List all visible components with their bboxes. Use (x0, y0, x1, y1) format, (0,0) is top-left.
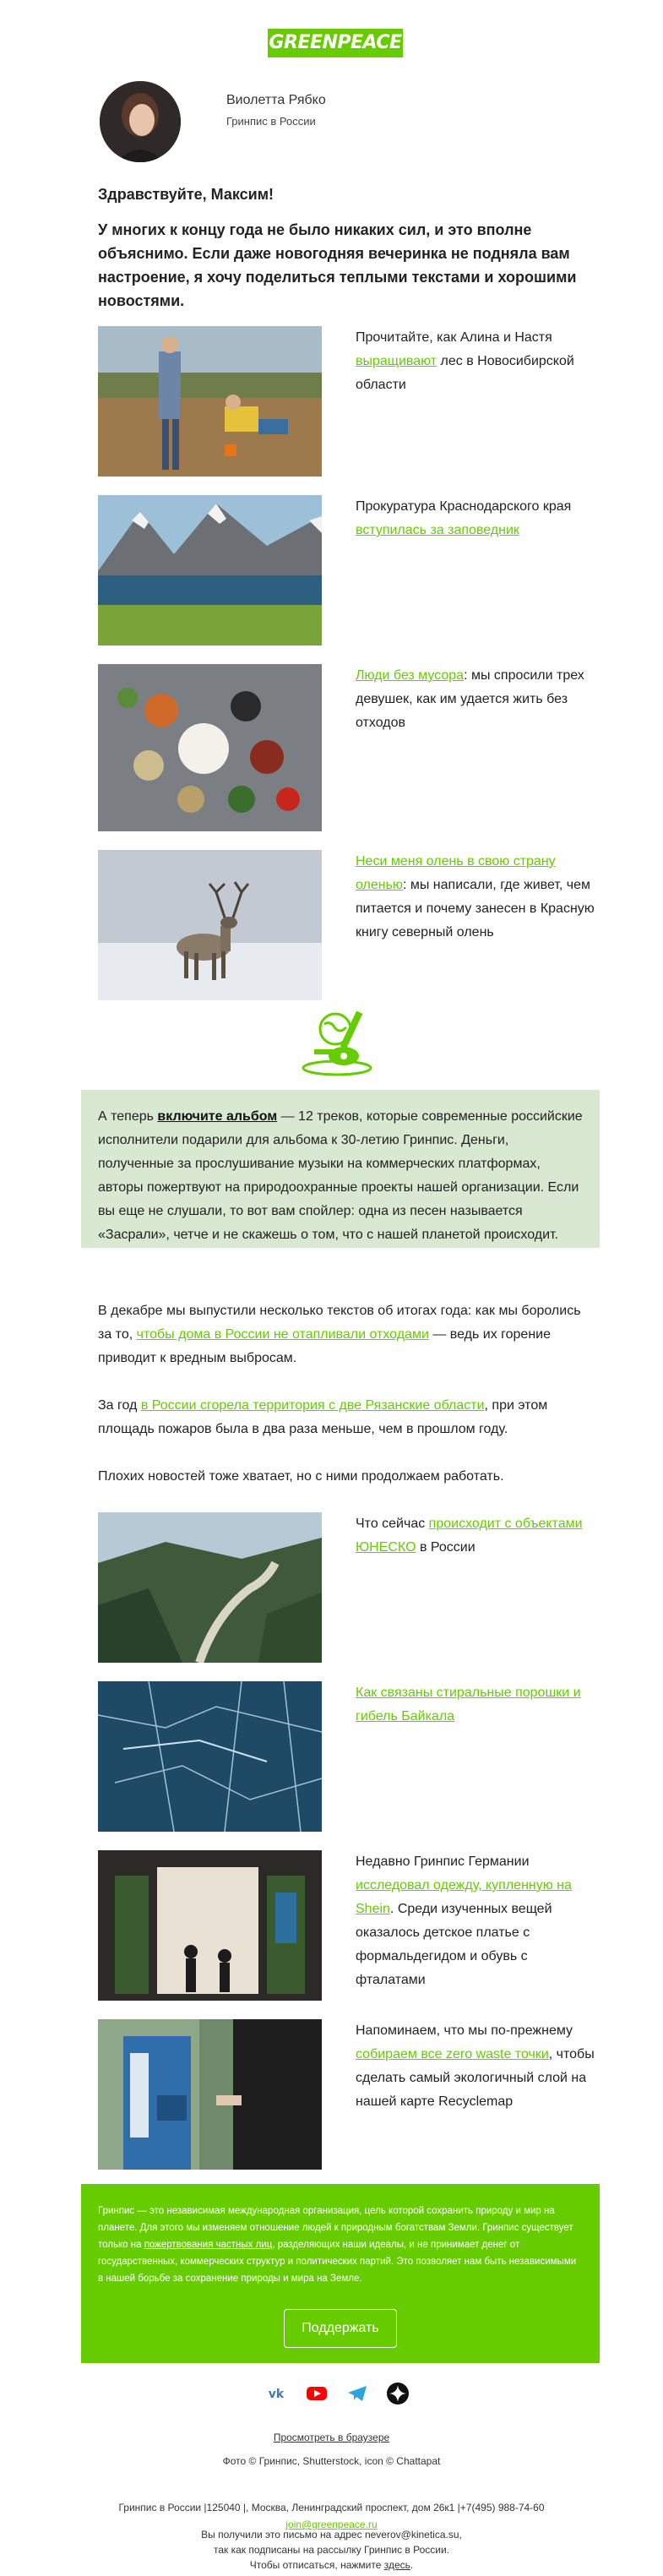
album-link[interactable]: включите альбом (157, 1109, 278, 1124)
story-unesco (98, 1512, 596, 1664)
address: Гринпис в России |125040 |, Москва, Ленинградский проспект, дом 26к1 |+7(495) 988-74-60 (118, 2502, 545, 2513)
youtube-icon[interactable] (304, 2381, 329, 2406)
story-text-before: Напоминаем, что мы по-прежнему (356, 2023, 573, 2038)
recycling-machine-photo[interactable] (98, 2019, 322, 2170)
social-icons (264, 2381, 416, 2406)
svg-text:vk: vk (268, 2388, 285, 2401)
story-link[interactable]: исследовал одежду, купленную на Shein (356, 1878, 572, 1916)
food-jars-photo[interactable] (98, 664, 322, 831)
story-text-after: : мы написали, где живет, чем питается и почему занесен в Красную книгу северный олень (356, 878, 595, 939)
album-text-after: — 12 треков, которые современные российские исполнители подарили для альбома к 30-летию Гринпис. Деньги, полученные за прослушивание музыки на коммерческих платформах, авторы пожертвуют на природоохранные проекты нашей организации. Если вы еще не слушали, то вот вам спойлер: одна из песен называется «Засрали», четче и не скажешь о том, что с нашей планетой происходит. (98, 1109, 583, 1242)
about-greenpeace-box (81, 2184, 600, 2363)
greenpeace-logo[interactable]: GREENPEACE (268, 29, 403, 57)
vk-icon[interactable] (264, 2381, 289, 2406)
forest-valley-photo[interactable] (98, 1512, 322, 1663)
december-paragraph (98, 1299, 596, 1370)
story-text-before: Прочитайте, как Алина и Настя (356, 330, 552, 345)
story-text-after: , чтобы сделать самый экологичный слой на нашей карте Recyclemap (356, 2047, 595, 2109)
story-link[interactable]: происходит с объектами ЮНЕСКО (356, 1517, 583, 1555)
story-link[interactable]: вступилась за заповедник (356, 523, 519, 537)
mountain-lake-photo[interactable] (98, 495, 322, 645)
story-link[interactable]: Неси меня олень в свою страну оленью (356, 854, 556, 892)
clothing-store-photo[interactable] (98, 1850, 322, 2001)
story-text (356, 1681, 596, 1729)
intro-text: У многих к концу года не было никаких сил, и это вполне объяснимо. Если даже новогодняя вечеринка не подняла вам настроение, я хочу поделиться теплыми текстами и хорошими новостями. (98, 221, 577, 309)
album-text-before: А теперь (98, 1109, 158, 1124)
avatar (100, 81, 181, 162)
guitar-earth-icon (297, 1005, 377, 1081)
author-org: Гринпис в России (226, 115, 316, 128)
story-link[interactable]: Люди без мусора (356, 668, 465, 683)
story-text (356, 326, 596, 397)
sent-to-text: Вы получили это письмо на адрес neverov@kinetica.su, (201, 2529, 462, 2541)
about-text-after: , разделяющих наши идеалы, и не принимает денег от государственных, коммерческих структур и политических партий. Это позволяет нам быть независимыми в нашей борьбе за сохранение природы и мира на Земле. (98, 2240, 577, 2284)
story-reserve (98, 495, 596, 647)
about-text (98, 2203, 584, 2287)
view-in-browser-link[interactable]: Просмотреть в браузере (273, 2432, 390, 2443)
telegram-icon[interactable] (345, 2381, 370, 2406)
fires-link[interactable]: в России сгорела территория с две Рязанские области (140, 1398, 485, 1413)
album-box (81, 1090, 600, 1248)
story-text (356, 495, 596, 542)
story-text-after: . Среди изученных вещей оказалось детское платье с формальдегидом и обувь с фталатами (356, 1902, 552, 1987)
fires-text-before: За год (98, 1398, 141, 1413)
fires-paragraph (98, 1394, 596, 1441)
forest-planting-photo[interactable] (98, 326, 322, 477)
story-text-after: : мы спросили трех девушек, как им удается жить без отходов (356, 668, 584, 730)
bad-news-paragraph: Плохих новостей тоже хватает, но с ними продолжаем работать. (98, 1469, 504, 1484)
story-text-before: Что сейчас (356, 1517, 429, 1531)
unsubscribe-after: . (410, 2559, 414, 2571)
story-zero-waste (98, 664, 596, 833)
album-text (98, 1105, 584, 1247)
support-button[interactable]: Поддержать (284, 2309, 397, 2348)
subscribed-text: так как подписаны на рассылку Гринпис в России. (213, 2544, 450, 2556)
story-text (356, 1850, 596, 1992)
greeting: Здравствуйте, Максим! (98, 186, 274, 203)
zen-icon[interactable] (385, 2381, 410, 2406)
story-link[interactable]: собираем все zero waste точки (356, 2047, 549, 2061)
story-shein (98, 1850, 596, 2002)
story-forest (98, 326, 596, 478)
story-baikal (98, 1681, 596, 1833)
author-block (100, 81, 606, 166)
email-link[interactable]: join@greenpeace.ru (285, 2519, 378, 2530)
view-in-browser (0, 2429, 663, 2446)
story-text-before: Недавно Гринпис Германии (356, 1854, 530, 1869)
donations-link[interactable]: пожертвования частных лиц (144, 2240, 273, 2250)
story-text-before: Прокуратура Краснодарского края (356, 499, 572, 514)
reindeer-photo[interactable] (98, 850, 322, 1000)
fires-text-after: , при этом площадь пожаров была в два раза меньше, чем в прошлом году. (98, 1398, 548, 1436)
about-text-before: Гринпис — это независимая международная организация, цель которой сохранить природу и мир на планете. Для этого мы изменяем отношение людей к природным богатствам Земли. Гринпис существует только на (98, 2206, 573, 2250)
december-text-after: — ведь их горение приводит к вредным выбросам. (98, 1327, 551, 1365)
december-link[interactable]: чтобы дома в России не отапливали отходами (136, 1327, 429, 1342)
story-link[interactable]: Как связаны стиральные порошки и гибель Байкала (356, 1686, 581, 1724)
baikal-ice-photo[interactable] (98, 1681, 322, 1832)
story-text (356, 664, 596, 735)
story-text (356, 2019, 596, 2114)
story-reindeer (98, 850, 596, 1002)
story-text-after: в России (416, 1540, 476, 1555)
author-name: Виолетта Рябко (226, 93, 326, 107)
story-link[interactable]: выращивают (356, 354, 437, 368)
unsubscribe-text (0, 2557, 663, 2573)
unsubscribe-before: Чтобы отписаться, нажмите (249, 2559, 384, 2571)
story-text (356, 1512, 596, 1560)
story-text (356, 850, 596, 945)
december-text-before: В декабре мы выпустили несколько текстов об итогах года: как мы боролись за то, (98, 1304, 581, 1342)
story-recyclemap (98, 2019, 596, 2171)
story-text-after: лес в Новосибирской области (356, 354, 574, 392)
unsubscribe-link[interactable]: здесь (383, 2559, 410, 2571)
photo-credit: Фото © Гринпис, Shutterstock, icon © Chattapat (222, 2455, 441, 2467)
